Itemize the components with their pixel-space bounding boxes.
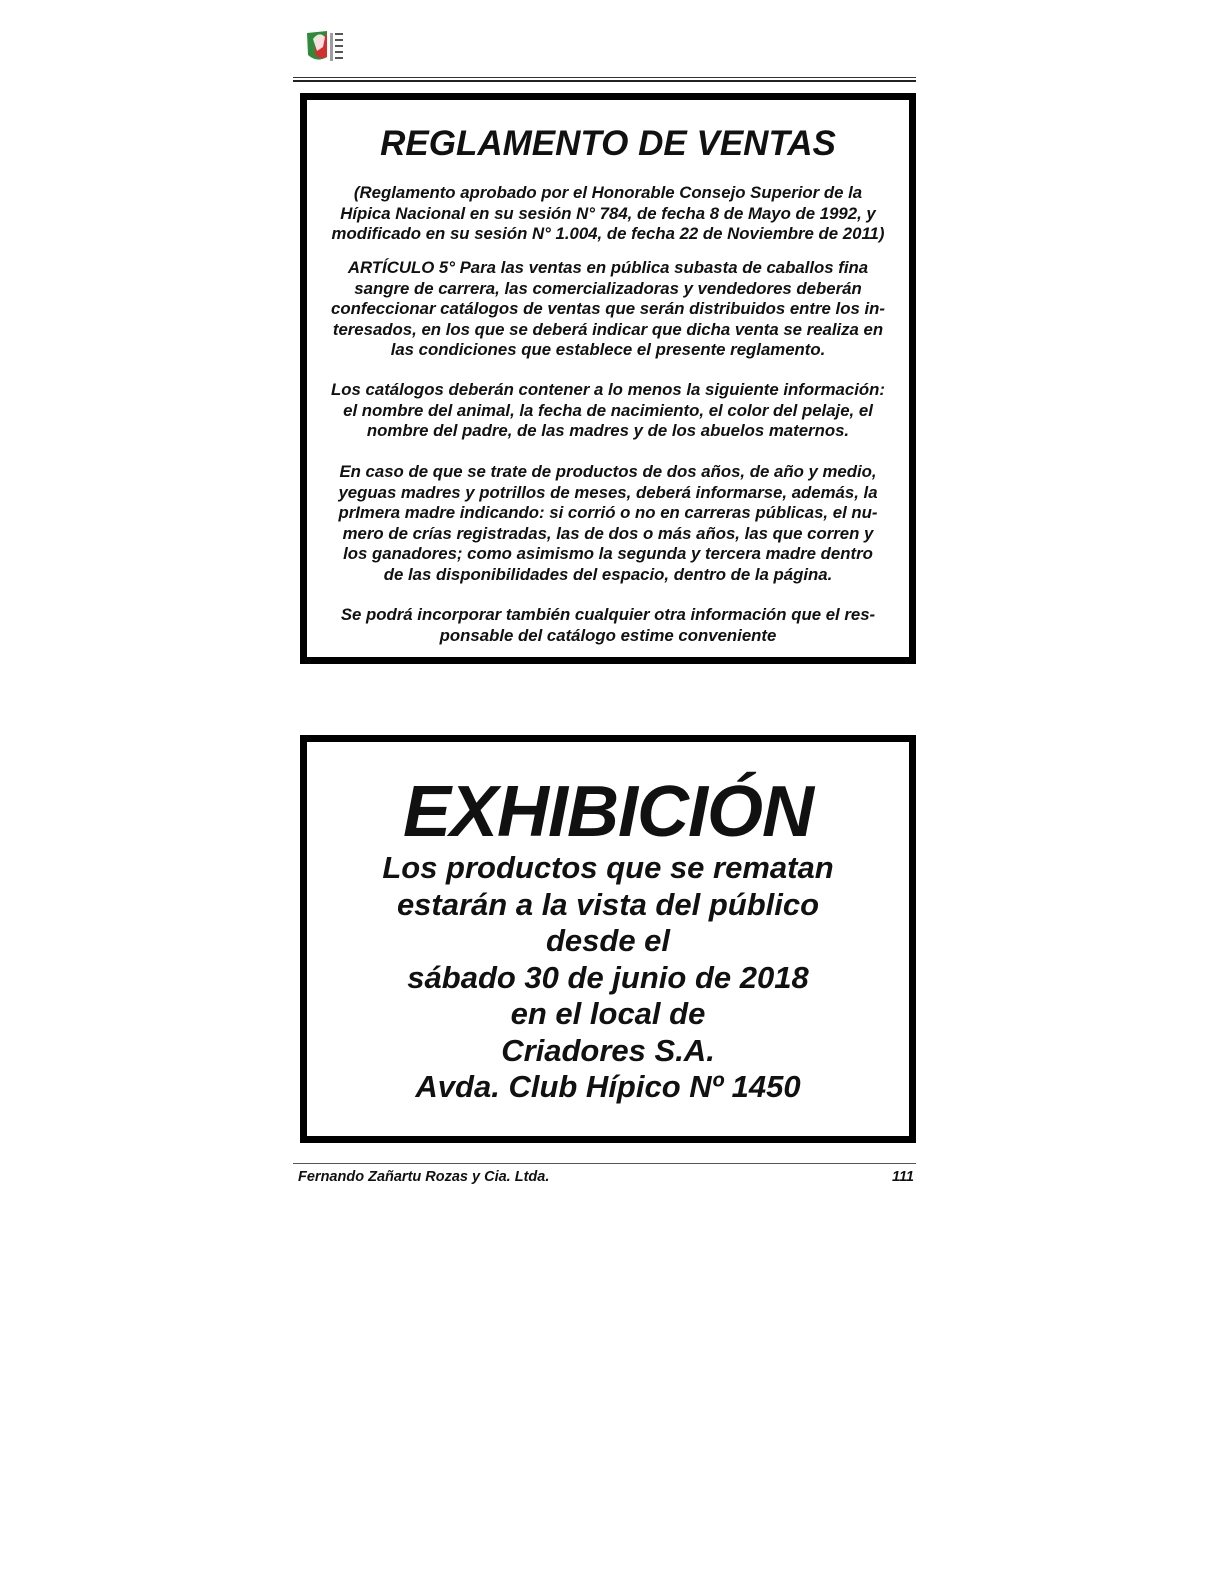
otra-info-line: ponsable del catálogo estime conveniente (439, 625, 777, 645)
footer-rule (293, 1163, 916, 1164)
caso-line: de las disponibilidades del espacio, dentro de la página. (383, 564, 833, 584)
exhibicion-line: sábado 30 de junio de 2018 (407, 959, 809, 995)
caso-line: prImera madre indicando: si corrió o no en carreras públicas, el nu- (338, 503, 878, 522)
reglamento-title: REGLAMENTO DE VENTAS (380, 124, 836, 163)
exhibicion-line: Avda. Club Hípico Nº 1450 (415, 1069, 801, 1104)
articulo-line: sangre de carrera, las comercializadoras y vendedores deberán (354, 278, 862, 298)
articulo-line: teresados, en los que se deberá indicar que dicha venta se realiza en (332, 319, 884, 339)
header-rule (293, 77, 916, 78)
caso-line: yeguas madres y potrillos de meses, deberá informarse, además, la (338, 482, 878, 502)
catalogos-line: el nombre del animal, la fecha de nacimiento, el color del pelaje, el (343, 400, 873, 420)
reglamento-box (300, 93, 916, 664)
otra-info-line: Se podrá incorporar también cualquier otra información que el res- (340, 605, 876, 624)
otra-info-paragraph (317, 605, 899, 646)
intro-line: Hípica Nacional en su sesión N° 784, de fecha 8 de Mayo de 1992, y (340, 203, 876, 223)
exhibicion-line: desde el (545, 923, 671, 958)
horse-logo-icon (305, 27, 345, 65)
caso-line: los ganadores; como asimismo la segunda y tercera madre dentro (343, 544, 873, 563)
caso-line: mero de crías registradas, las de dos o más años, las que corren y (342, 523, 874, 543)
articulo-line: las condiciones que establece el presente reglamento. (390, 340, 826, 359)
articulo-line: ARTÍCULO 5° Para las ventas en pública subasta de caballos fina (347, 258, 869, 277)
exhibicion-box (300, 735, 916, 1143)
exhibicion-text (307, 850, 909, 1106)
reglamento-intro (317, 183, 899, 245)
catalogos-paragraph (317, 380, 899, 442)
articulo-paragraph (317, 258, 899, 361)
intro-line: modificado en su sesión N° 1.004, de fecha 22 de Noviembre de 2011) (331, 224, 885, 243)
intro-line: (Reglamento aprobado por el Honorable Consejo Superior de la (353, 183, 863, 202)
catalogos-line: Los catálogos deberán contener a lo menos la siguiente información: (331, 380, 885, 399)
footer-company: Fernando Zañartu Rozas y Cia. Ltda. (298, 1169, 550, 1185)
caso-paragraph (317, 462, 899, 585)
exhibicion-title: EXHIBICIÓN (402, 772, 814, 852)
page-number: 111 (891, 1169, 914, 1185)
exhibicion-line: Criadores S.A. (501, 1032, 715, 1068)
header-rule-thick (293, 80, 916, 82)
exhibicion-line: en el local de (510, 996, 706, 1031)
articulo-line: confeccionar catálogos de ventas que serán distribuidos entre los in- (331, 299, 885, 318)
exhibicion-line: Los productos que se rematan (382, 850, 834, 885)
exhibicion-line: estarán a la vista del público (396, 886, 820, 922)
caso-line: En caso de que se trate de productos de dos años, de año y medio, (339, 462, 877, 481)
catalogos-line: nombre del padre, de las madres y de los abuelos maternos. (366, 421, 850, 440)
